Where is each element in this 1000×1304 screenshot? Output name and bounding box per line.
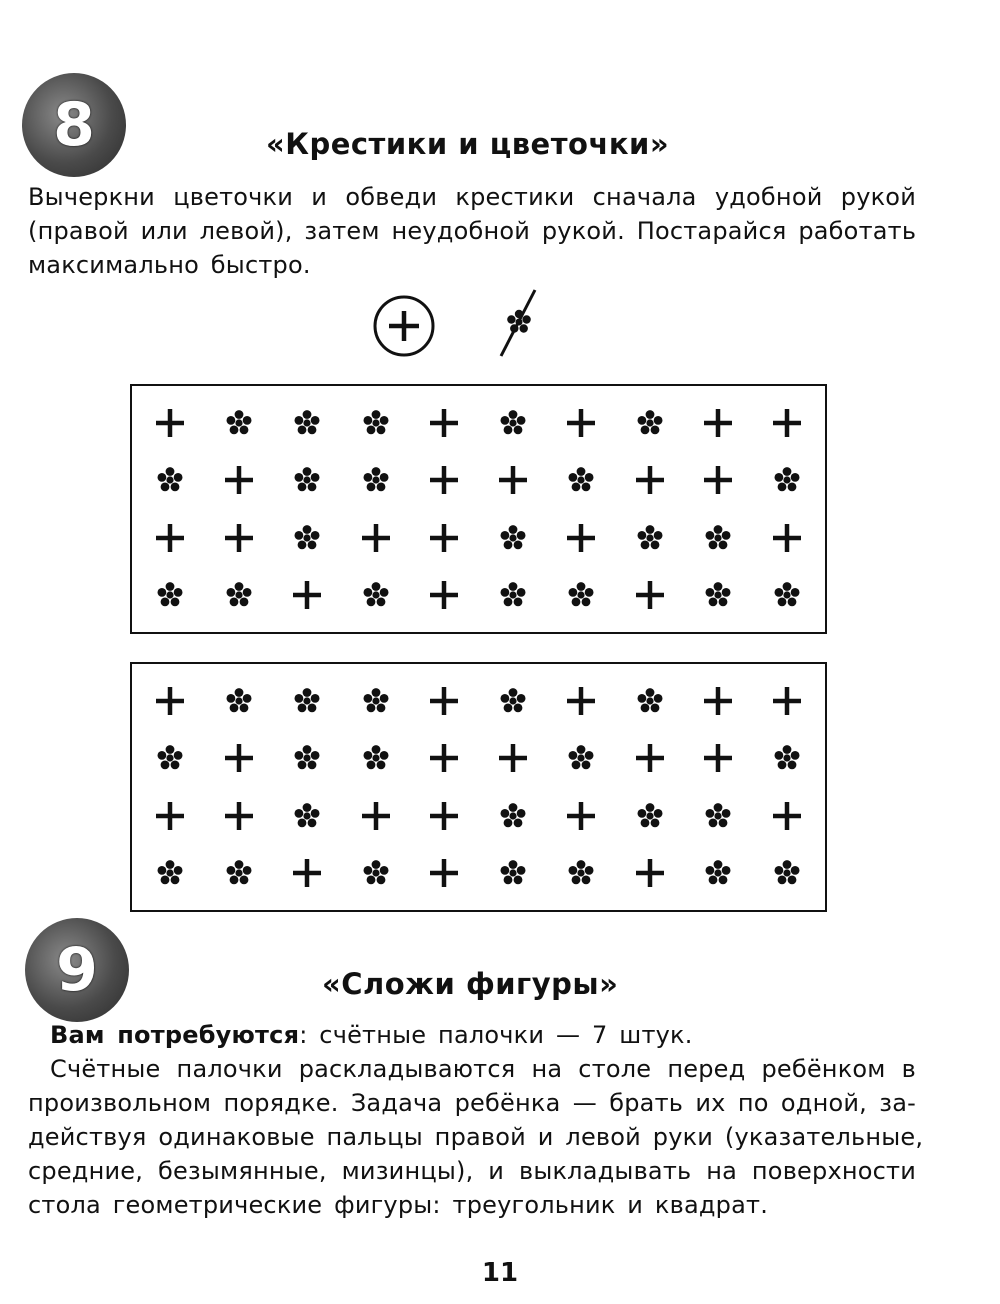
grid-cell-flower[interactable] [273,509,342,567]
grid-cell-flower[interactable] [753,845,822,903]
plus-icon [633,578,667,612]
grid-cell-plus[interactable] [753,672,822,730]
plus-icon [701,741,735,775]
plus-icon [564,799,598,833]
grid-cell-plus[interactable] [753,787,822,845]
grid-cell-flower[interactable] [684,509,753,567]
plus-icon [633,741,667,775]
grid-cell-flower[interactable] [205,845,274,903]
plus-icon [427,578,461,612]
flower-icon [359,406,393,440]
plus-icon [770,406,804,440]
plus-icon [496,463,530,497]
grid-cell-plus[interactable] [205,730,274,788]
requirements-line [50,1018,916,1052]
plus-icon [290,856,324,890]
plus-icon [359,521,393,555]
flower-icon [153,463,187,497]
grid-cell-flower[interactable] [342,845,411,903]
grid-cell-plus[interactable] [205,787,274,845]
plus-icon [153,521,187,555]
instruction-line: Вычеркни цветочки и обведи крестики сначала удобной рукой [28,183,916,211]
grid-cell-flower[interactable] [479,672,548,730]
grid-cell-plus[interactable] [136,509,205,567]
flower-icon [633,521,667,555]
body-line: действуя одинаковые пальцы правой и левой руки (указательные, [28,1123,924,1151]
plus-icon [701,406,735,440]
plus-icon [770,799,804,833]
plus-icon [153,406,187,440]
plus-icon [427,856,461,890]
grid-cell-plus[interactable] [410,394,479,452]
plus-icon [427,406,461,440]
plus-icon [427,463,461,497]
flower-icon [290,799,324,833]
grid-cell-plus[interactable] [753,394,822,452]
grid-cell-flower[interactable] [479,509,548,567]
flower-icon [564,463,598,497]
symbol-grid-1 [130,384,827,634]
grid-cell-flower[interactable] [273,672,342,730]
plus-icon [770,521,804,555]
grid-cell-plus[interactable] [342,509,411,567]
flower-icon [701,799,735,833]
flower-icon [633,684,667,718]
exercise-8-title: «Крестики и цветочки» [266,127,670,161]
grid-cell-plus[interactable] [753,509,822,567]
plus-icon [153,684,187,718]
grid-cell-plus[interactable] [616,730,685,788]
flower-icon [496,521,530,555]
grid-cell-plus[interactable] [684,452,753,510]
grid-cell-flower[interactable] [684,787,753,845]
symbol-grid-2 [130,662,827,912]
plus-icon [222,741,256,775]
grid-cell-plus[interactable] [273,567,342,625]
grid-cell-plus[interactable] [616,567,685,625]
plus-icon [496,741,530,775]
grid-cell-plus[interactable] [136,787,205,845]
grid-cell-flower[interactable] [616,509,685,567]
flower-icon [359,463,393,497]
plus-icon [564,684,598,718]
grid-cell-flower[interactable] [273,394,342,452]
flower-icon [770,578,804,612]
grid-cell-flower[interactable] [205,394,274,452]
grid-cell-plus[interactable] [684,730,753,788]
grid-cell-flower[interactable] [547,730,616,788]
grid-cell-flower[interactable] [136,730,205,788]
plus-icon [222,463,256,497]
plus-icon [290,578,324,612]
plus-icon [153,799,187,833]
flower-icon [359,684,393,718]
grid-cell-plus[interactable] [410,672,479,730]
grid-cell-flower[interactable] [753,730,822,788]
plus-icon [701,463,735,497]
flower-icon [633,799,667,833]
grid-cell-plus[interactable] [410,845,479,903]
flower-icon [701,856,735,890]
grid-cell-plus[interactable] [410,787,479,845]
grid-cell-plus[interactable] [136,394,205,452]
plus-icon [701,684,735,718]
grid-cell-plus[interactable] [547,672,616,730]
grid-cell-flower[interactable] [342,394,411,452]
grid-cell-plus[interactable] [547,787,616,845]
flower-icon [496,578,530,612]
flower-icon [290,406,324,440]
exercise-9-badge [25,918,129,1022]
body-line: Счётные палочки раскладываются на столе перед ребёнком в [50,1055,916,1083]
grid-cell-flower[interactable] [616,394,685,452]
grid-cell-plus[interactable] [410,567,479,625]
flower-icon [359,741,393,775]
grid-cells [132,664,825,910]
flower-icon [496,799,530,833]
plus-icon [427,741,461,775]
body-line: произвольном порядке. Задача ребёнка — брать их по одной, за- [28,1089,916,1117]
exercise-8-instruction [28,180,916,282]
exercise-9-text [28,1018,924,1222]
plus-icon [222,521,256,555]
flower-icon [153,741,187,775]
grid-cell-flower[interactable] [753,452,822,510]
exercise-9-title: «Сложи фигуры» [322,967,619,1001]
body-line: средние, безымянные, мизинцы), и выкладывать на поверхности [28,1157,916,1185]
grid-cell-flower[interactable] [547,845,616,903]
grid-cell-flower[interactable] [342,452,411,510]
grid-cell-plus[interactable] [479,452,548,510]
flower-icon [222,406,256,440]
grid-cell-flower[interactable] [273,730,342,788]
flower-icon [290,684,324,718]
flower-icon [222,856,256,890]
flower-icon [290,741,324,775]
flower-icon [770,463,804,497]
flower-icon [564,578,598,612]
flower-icon [153,856,187,890]
grid-cell-plus[interactable] [136,672,205,730]
grid-cell-plus[interactable] [616,452,685,510]
instruction-line: максимально быстро. [28,251,311,279]
grid-cell-plus[interactable] [205,509,274,567]
grid-cell-plus[interactable] [410,452,479,510]
flower-icon [290,463,324,497]
grid-cell-flower[interactable] [479,845,548,903]
body-line: стола геометрические фигуры: треугольник и квадрат. [28,1191,769,1219]
grid-cell-plus[interactable] [410,730,479,788]
grid-cell-plus[interactable] [273,845,342,903]
crossed-flower-icon [494,288,544,358]
flower-icon [359,856,393,890]
grid-cell-plus[interactable] [547,509,616,567]
plus-icon [427,684,461,718]
requirements-label: Вам потребуются [50,1021,300,1049]
grid-cell-flower[interactable] [547,567,616,625]
exercise-number: 9 [56,935,98,1005]
exercise-number: 8 [53,90,95,160]
requirements-text: : счётные палочки — 7 штук. [299,1021,693,1049]
flower-icon [633,406,667,440]
grid-cell-plus[interactable] [410,509,479,567]
grid-cell-plus[interactable] [205,452,274,510]
grid-cell-flower[interactable] [342,730,411,788]
plus-icon [564,521,598,555]
exercise-8-badge [22,73,126,177]
grid-cell-flower[interactable] [342,672,411,730]
grid-cell-flower[interactable] [136,567,205,625]
flower-icon [701,578,735,612]
grid-cell-plus[interactable] [479,730,548,788]
flower-icon [359,578,393,612]
flower-icon [496,856,530,890]
flower-icon [222,684,256,718]
flower-icon [496,684,530,718]
flower-icon [564,741,598,775]
plus-icon [427,799,461,833]
grid-cells [132,386,825,632]
flower-icon [770,856,804,890]
circled-plus-icon [372,294,436,358]
flower-icon [290,521,324,555]
flower-icon [564,856,598,890]
flower-icon [770,741,804,775]
grid-cell-flower[interactable] [273,452,342,510]
grid-cell-plus[interactable] [684,394,753,452]
grid-cell-flower[interactable] [273,787,342,845]
plus-icon [359,799,393,833]
grid-cell-flower[interactable] [479,394,548,452]
plus-icon [770,684,804,718]
grid-cell-flower[interactable] [479,787,548,845]
grid-cell-flower[interactable] [616,672,685,730]
grid-cell-flower[interactable] [205,672,274,730]
flower-icon [701,521,735,555]
plus-icon [427,521,461,555]
grid-cell-flower[interactable] [136,452,205,510]
flower-icon [496,406,530,440]
grid-cell-plus[interactable] [547,394,616,452]
page-number: 11 [481,1258,519,1288]
flower-icon [222,578,256,612]
instruction-line: (правой или левой), затем неудобной рукой. Постарайся работать [28,217,917,245]
grid-cell-flower[interactable] [479,567,548,625]
grid-cell-flower[interactable] [753,567,822,625]
grid-cell-flower[interactable] [547,452,616,510]
grid-cell-plus[interactable] [684,672,753,730]
grid-cell-flower[interactable] [684,845,753,903]
plus-icon [633,856,667,890]
plus-icon [222,799,256,833]
plus-icon [633,463,667,497]
grid-cell-plus[interactable] [342,787,411,845]
flower-icon [153,578,187,612]
grid-cell-flower[interactable] [205,567,274,625]
grid-cell-flower[interactable] [342,567,411,625]
grid-cell-plus[interactable] [616,845,685,903]
grid-cell-flower[interactable] [136,845,205,903]
grid-cell-flower[interactable] [684,567,753,625]
grid-cell-flower[interactable] [616,787,685,845]
plus-icon [564,406,598,440]
